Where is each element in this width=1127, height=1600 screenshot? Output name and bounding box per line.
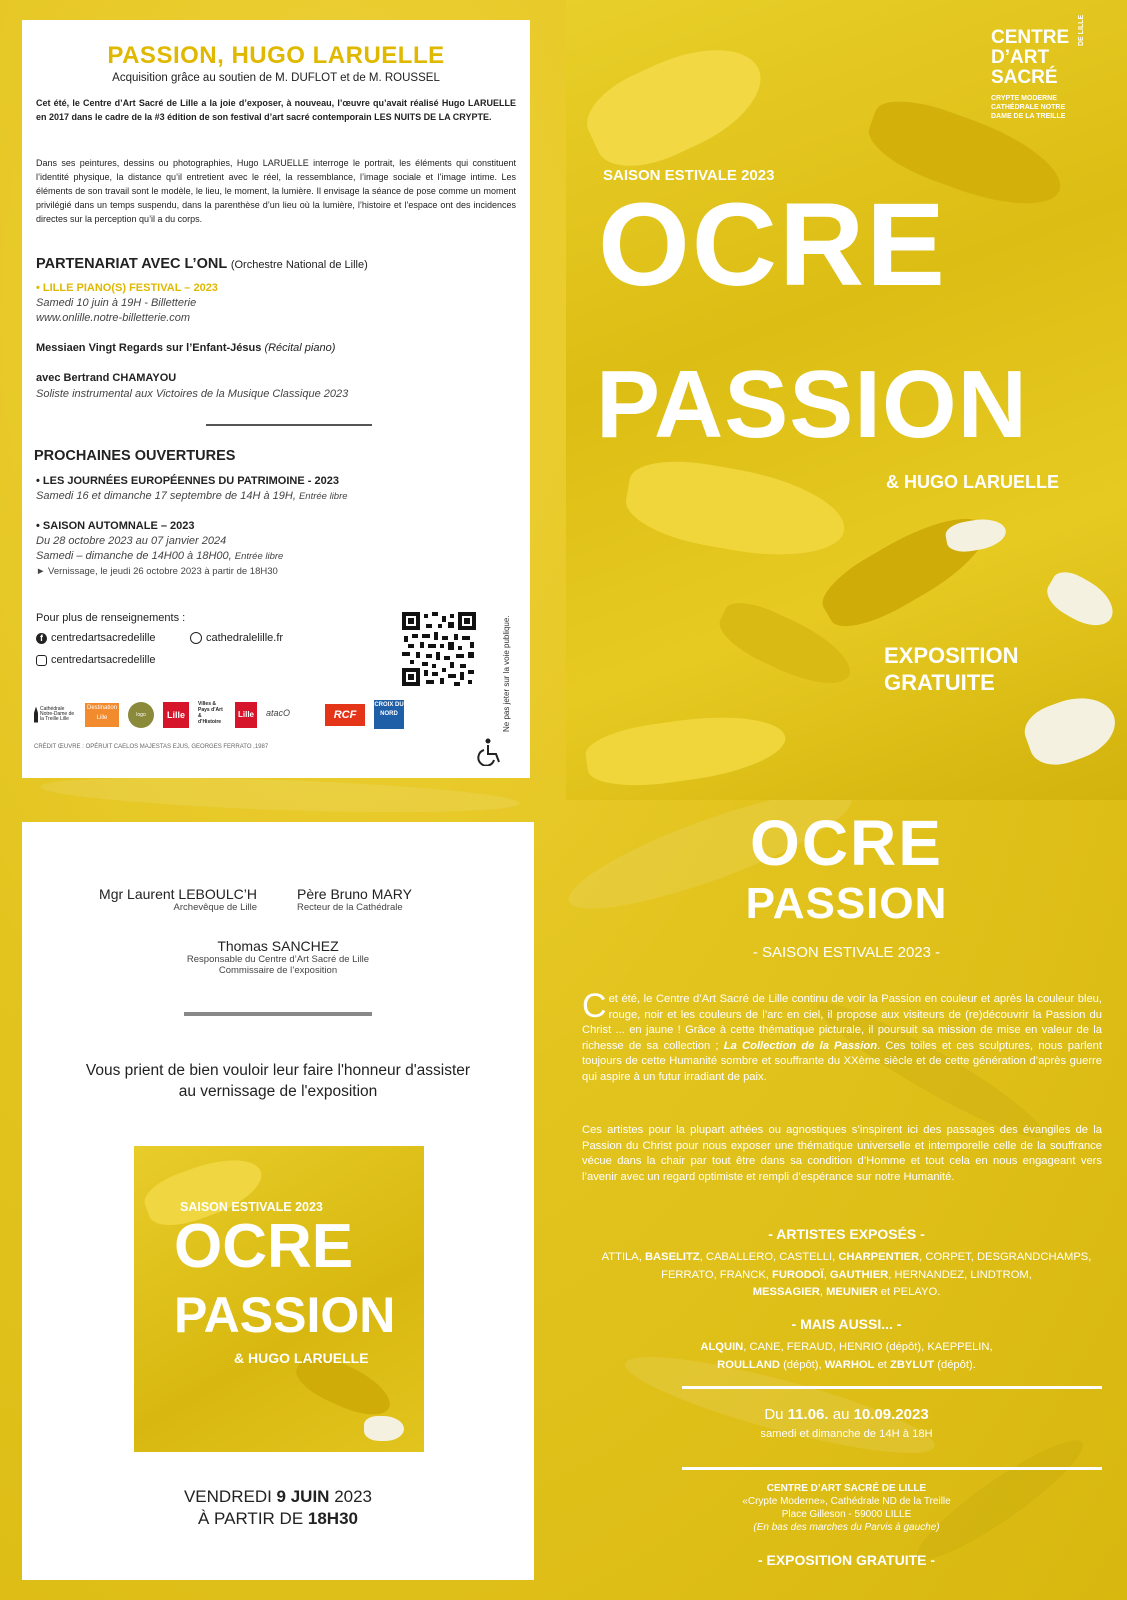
globe-icon bbox=[190, 632, 202, 644]
artist-name: BASELITZ bbox=[644, 1251, 700, 1263]
wheelchair-icon bbox=[474, 736, 504, 766]
also-list bbox=[566, 1339, 1127, 1374]
artist-name: FURODOÏ bbox=[772, 1268, 824, 1281]
back-divider-1 bbox=[682, 1386, 1102, 1389]
back-paragraph-2: Ces artistes pour la plupart athées ou agnostiques s’inspirent ici des passages des évangiles de la Passion du Christ pour nous exposer une thématique universelle et intemporelle celle de la souffrance vécue dans la chair par tout être dans sa condition d’Homme et tout cela en nous engageant vers l’avenir avec un regard optimiste et rempli d’espérance sur notre Humanité. bbox=[582, 1124, 1102, 1183]
round-logo: logo bbox=[128, 702, 154, 728]
facebook-icon: f bbox=[36, 633, 47, 644]
lille-logo: Lille bbox=[163, 702, 189, 728]
artist-paragraph: Dans ses peintures, dessins ou photographies, Hugo LARUELLE interroge le portrait, les éléments qui constituent l’identité physique, la distance qu’il entretient avec le réel, la ressemblance, l’image sociale et l’image intime. Les éléments de son travail sont le modèle, le lieu, le moment, la lumière. Il envisage la séance de pose comme un moment privilégié dans un temps suspendu, dans la parenthèse d’un lieu où la lumière, l’histoire et l’espace ont des incidences directes sur la perception qu’il a du corps. bbox=[36, 158, 516, 224]
person-sanchez: Thomas SANCHEZ Responsable du Centre d’Art Sacré de Lille Commissaire de l’exposition bbox=[186, 938, 370, 976]
artist-name: MESSAGIER bbox=[752, 1286, 820, 1298]
thumb-artist: & HUGO LARUELLE bbox=[234, 1350, 369, 1366]
person-leboulch: Mgr Laurent LEBOULC’H Archevêque de Lille bbox=[99, 886, 257, 913]
vernissage-note: ► Vernissage, le jeudi 26 octobre 2023 à partir de 18H30 bbox=[36, 566, 278, 577]
artist-name: GAUTHIER bbox=[829, 1268, 889, 1281]
cover-panel bbox=[566, 0, 1127, 800]
exhibition-hours: samedi et dimanche de 14H à 18H bbox=[760, 1428, 933, 1440]
acquisition-text: Acquisition grâce au soutien de M. DUFLOT et de M. ROUSSEL bbox=[112, 72, 440, 84]
invite-divider bbox=[184, 1012, 372, 1016]
performer: avec Bertrand CHAMAYOU bbox=[36, 372, 177, 384]
next-openings-heading: PROCHAINES OUVERTURES bbox=[34, 448, 236, 464]
partner-heading: PARTENARIAT AVEC L’ONL (Orchestre National de Lille) bbox=[36, 256, 368, 272]
thumb-title-passion: PASSION bbox=[174, 1287, 396, 1343]
ataco-logo: atacO bbox=[266, 707, 291, 718]
qr-code[interactable] bbox=[402, 612, 476, 686]
artist-name: CHARPENTIER bbox=[838, 1251, 920, 1263]
artist-name: FERAUD bbox=[786, 1341, 833, 1353]
cover-season: SAISON ESTIVALE 2023 bbox=[603, 167, 775, 184]
performer-title: Soliste instrumental aux Victoires de la Musique Classique 2023 bbox=[36, 388, 349, 400]
instagram-icon bbox=[36, 655, 47, 666]
autumn-hours: Samedi – dimanche de 14H00 à 18H00, Entrée libre bbox=[36, 550, 284, 562]
org-de-lille: DE LILLE bbox=[1078, 14, 1085, 46]
back-season: - SAISON ESTIVALE 2023 - bbox=[752, 944, 941, 961]
also-heading: - MAIS AUSSI... - bbox=[791, 1316, 902, 1332]
also-line-1: ALQUIN, CANE, FERAUD, HENRIO (dépôt), KAEPPELIN, bbox=[700, 1341, 993, 1353]
artist-name: ATTILA bbox=[601, 1251, 639, 1263]
venue-address: CENTRE D’ART SACRÉ DE LILLE «Crypte Moderne», Cathédrale ND de la Treille Place Gilleson - 59000 LILLE (En bas des marches du Parvis à gauche) bbox=[742, 1483, 951, 1533]
divider bbox=[206, 424, 372, 426]
artists-heading: - ARTISTES EXPOSÉS - bbox=[768, 1226, 925, 1242]
jep-title: • LES JOURNÉES EUROPÉENNES DU PATRIMOINE - 2023 bbox=[36, 475, 339, 487]
back-title-ocre: OCRE bbox=[750, 807, 943, 879]
artist-name: MEUNIER bbox=[826, 1286, 878, 1298]
messiaen-line: Messiaen Vingt Regards sur l’Enfant-Jésus (Récital piano) bbox=[36, 342, 336, 354]
villes-art-histoire-logo: Villes & Pays d’Art & d’Histoire bbox=[198, 700, 223, 725]
back-paragraph-1: Cet été, le Centre d’Art Sacré de Lille continu de voir la Passion en couleur et après la couleur bleu, rouge, noir et les couleurs de l’arc en ciel, il propose aux visiteurs de (re)découvrir la Passion du Christ ... en jaune ! Grâce à cette thématique picturale, il poursuit sa mission de mise en valeur de la richesse de sa collection ; La Collection de la Passion. Ces toiles et ces sculptures, nous parlent toujours de cette Humanité sombre et souffrante du XXème siècle et de cette génération d’après guerre qui aspire à un futur irradiant de paix. bbox=[582, 987, 1103, 1083]
festival-url[interactable]: www.onlille.notre-billetterie.com bbox=[36, 312, 191, 324]
invitation-panel bbox=[22, 822, 534, 1580]
instagram-link[interactable]: centredartsacredelille bbox=[36, 654, 156, 666]
poster-thumbnail bbox=[134, 1146, 424, 1452]
artist-name: HERNANDEZ bbox=[894, 1268, 965, 1281]
more-info-label: Pour plus de renseignements : bbox=[36, 612, 186, 624]
partner-logos bbox=[34, 700, 404, 729]
artist-name: CANE bbox=[749, 1341, 781, 1353]
artist-name: et PELAYO. bbox=[880, 1286, 941, 1298]
rcf-logo: RCF bbox=[325, 704, 365, 726]
back-free: - EXPOSITION GRATUITE - bbox=[757, 1552, 936, 1568]
cover-free: EXPOSITION GRATUITE bbox=[884, 643, 1019, 695]
person-mary: Père Bruno MARY Recteur de la Cathédrale bbox=[297, 886, 412, 913]
also-line-2: ROULLAND (dépôt), WARHOL et ZBYLUT (dépôt). bbox=[717, 1358, 976, 1371]
cathedral-logo: Cathédrale Notre-Dame de la Treille Lille bbox=[34, 704, 76, 726]
artwork-credit: CRÉDIT ŒUVRE : OPÉRUIT CAELOS MAJESTAS EJUS, GEORGES FERRATO ,1987 bbox=[34, 744, 269, 750]
info-title: PASSION, HUGO LARUELLE bbox=[107, 42, 445, 69]
exhibition-dates: Du 11.06. au 10.09.2023 bbox=[764, 1406, 929, 1423]
festival-title: • LILLE PIANO(S) FESTIVAL – 2023 bbox=[36, 282, 218, 294]
event-date: VENDREDI 9 JUIN 2023 À PARTIR DE 18H30 bbox=[183, 1487, 373, 1528]
side-note: Ne pas jeter sur la voie publique. bbox=[502, 615, 511, 732]
autumn-dates: Du 28 octobre 2023 au 07 janvier 2024 bbox=[36, 535, 227, 547]
artist-name: HENRIO (dépôt) bbox=[839, 1341, 922, 1353]
artist-name: DESGRANDCHAMPS bbox=[976, 1251, 1089, 1263]
croix-du-nord-logo: CROIX DU NORD bbox=[374, 700, 404, 729]
festival-date: Samedi 10 juin à 19H - Billetterie bbox=[36, 297, 197, 309]
artist-name: LINDTROM bbox=[970, 1268, 1029, 1281]
artist-name: KAEPPELIN bbox=[927, 1341, 990, 1353]
artists-list: ATTILA, BASELITZ, CABALLERO, CASTELLI, CHARPENTIER, CORPET, DESGRANDCHAMPS, FERRATO, FRANCK, FURODOÏ, GAUTHIER, HERNANDEZ, LINDTROM, MESSAGIER, MEUNIER et PELAYO. bbox=[601, 1251, 1092, 1298]
back-title-passion: PASSION bbox=[745, 879, 948, 928]
artist-name: ALQUIN bbox=[700, 1341, 744, 1353]
invite-message: Vous prient de bien vouloir leur faire l'honneur d'assister au vernissage de l'exposition bbox=[85, 1062, 471, 1100]
artist-name: FERRATO bbox=[661, 1268, 714, 1281]
intro-paragraph: Cet été, le Centre d’Art Sacré de Lille a la joie d’exposer, à nouveau, l’œuvre qu’avait réalisé Hugo LARUELLE en 2017 dans le cadre de la #3 édition de son festival d’art sacré contemporain LES NUITS DE LA CRYPTE. bbox=[36, 98, 516, 122]
artist-name: CASTELLI bbox=[779, 1251, 833, 1263]
cover-title-ocre: OCRE bbox=[598, 179, 947, 311]
info-panel bbox=[22, 20, 530, 778]
back-divider-2 bbox=[682, 1467, 1102, 1470]
artist-name: CORPET bbox=[925, 1251, 971, 1263]
artist-name: CABALLERO bbox=[705, 1251, 774, 1263]
thumb-title-ocre: OCRE bbox=[174, 1212, 354, 1281]
artist-name: FRANCK bbox=[719, 1268, 766, 1281]
lille-logo-2: Lille bbox=[235, 702, 257, 728]
org-name: CENTRE D’ART SACRÉ bbox=[991, 27, 1070, 88]
jep-date: Samedi 16 et dimanche 17 septembre de 14H à 19H, Entrée libre bbox=[36, 490, 348, 502]
cover-artist: & HUGO LARUELLE bbox=[886, 472, 1059, 492]
org-subtitle: CRYPTE MODERNE CATHÉDRALE NOTRE DAME DE LA TREILLE bbox=[991, 95, 1066, 120]
cover-title-passion: PASSION bbox=[596, 351, 1028, 458]
website-link[interactable]: cathedralelille.fr bbox=[190, 632, 283, 644]
thumb-season: SAISON ESTIVALE 2023 bbox=[180, 1200, 323, 1214]
facebook-link[interactable]: f centredartsacredelille bbox=[36, 632, 156, 644]
autumn-title: • SAISON AUTOMNALE – 2023 bbox=[36, 520, 195, 532]
destination-lille-logo: Destination Lille bbox=[85, 703, 119, 727]
